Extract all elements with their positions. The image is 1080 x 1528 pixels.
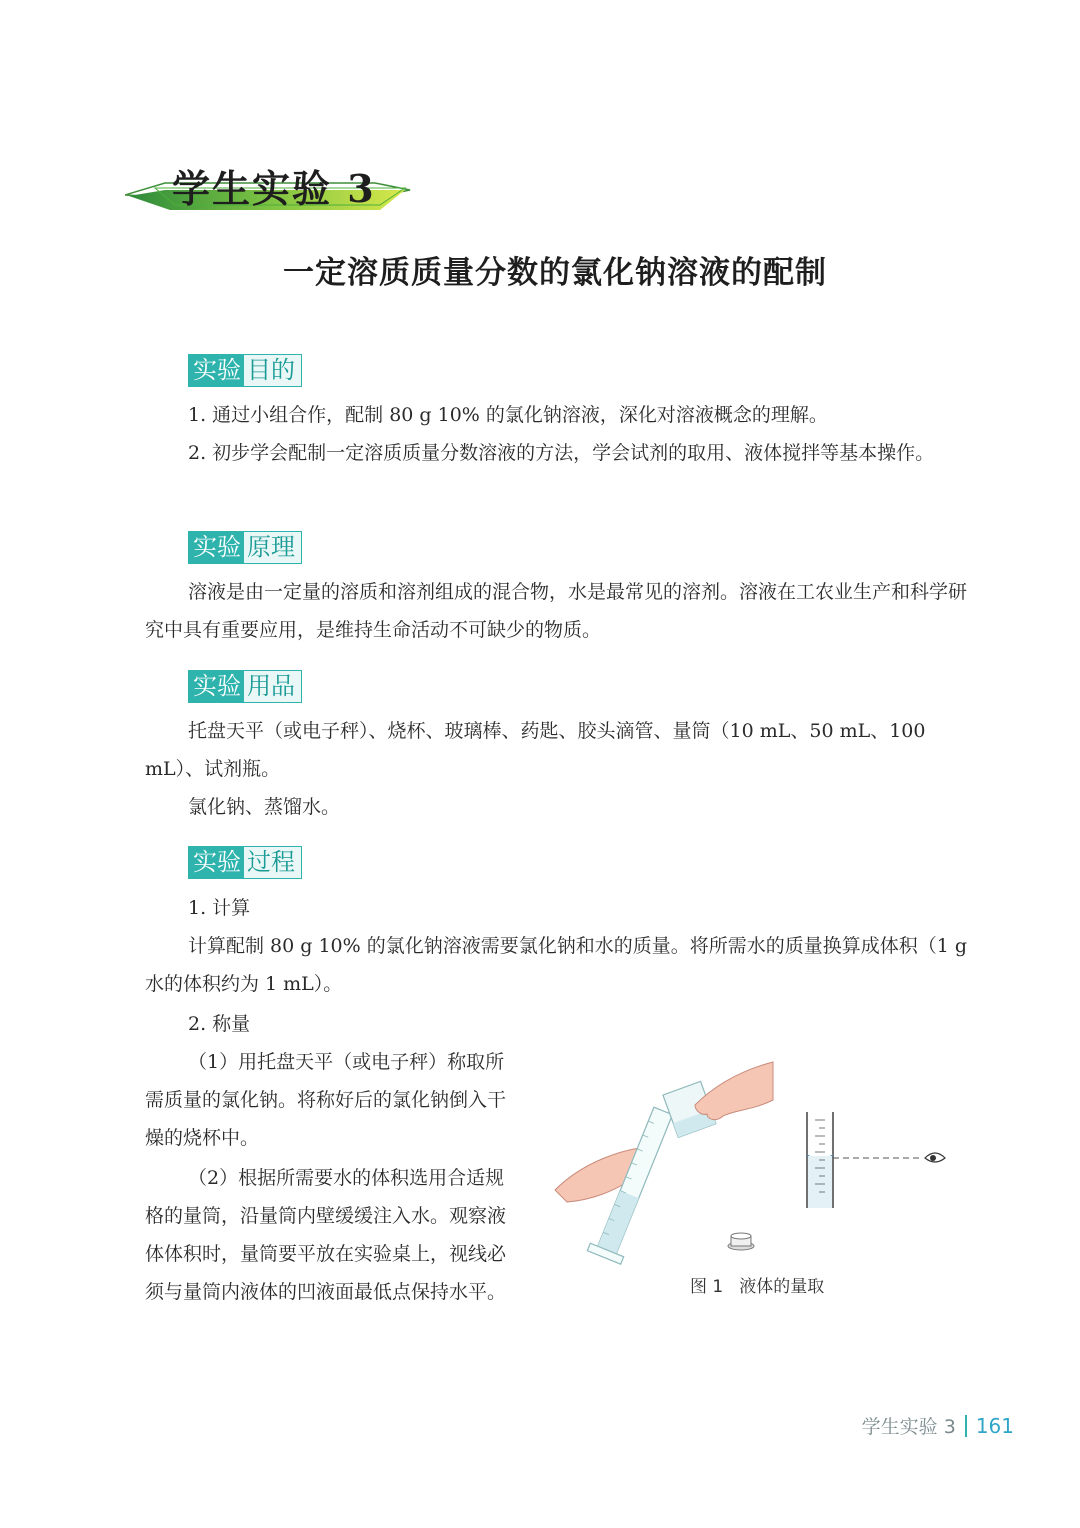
footer-divider xyxy=(965,1415,967,1437)
page-title: 一定溶质质量分数的氯化钠溶液的配制 xyxy=(283,255,827,291)
section-heading-purpose xyxy=(188,354,302,387)
section-heading-principle xyxy=(188,531,302,564)
section-heading-materials xyxy=(188,670,302,703)
step-1-text: 计算配制 80 g 10% 的氯化钠溶液需要氯化钠和水的质量。将所需水的质量换算成体积（1 g 水的体积约为 1 mL）。 xyxy=(145,935,968,995)
purpose-item-1: 1. 通过小组合作，配制 80 g 10% 的氯化钠溶液，深化对溶液概念的理解。 xyxy=(188,404,828,426)
materials-equipment: 托盘天平（或电子秤）、烧杯、玻璃棒、药匙、胶头滴管、量筒（10 mL、50 mL、100 mL）、试剂瓶。 xyxy=(145,720,926,780)
reagent-stopper xyxy=(728,1233,754,1250)
step-1-title: 1. 计算 xyxy=(188,897,251,919)
page-number: 161 xyxy=(975,1413,1014,1438)
heading-prefix: 实验 xyxy=(189,671,244,702)
heading-prefix: 实验 xyxy=(189,355,244,386)
section-heading-procedure xyxy=(188,846,302,879)
figure-caption xyxy=(690,1272,824,1297)
liquid-measuring-illustration xyxy=(545,1050,965,1290)
principle-text: 溶液是由一定量的溶质和溶剂组成的混合物，水是最常见的溶剂。溶液在工农业生产和科学研究中具有重要应用，是维持生命活动不可缺少的物质。 xyxy=(145,581,968,641)
heading-prefix: 实验 xyxy=(189,532,244,563)
figure-label: 图 1 xyxy=(690,1277,724,1297)
cylinder-scale-detail xyxy=(807,1112,833,1208)
chapter-title: 学生实验 3 xyxy=(172,166,376,211)
heading-suffix: 目的 xyxy=(244,355,301,386)
materials-reagents: 氯化钠、蒸馏水。 xyxy=(188,796,341,818)
eye-icon xyxy=(925,1153,945,1162)
figure-caption-text: 液体的量取 xyxy=(739,1277,825,1297)
heading-prefix: 实验 xyxy=(189,847,244,878)
page-footer xyxy=(862,1412,1014,1439)
purpose-item-2: 2. 初步学会配制一定溶质质量分数溶液的方法，学会试剂的取用、液体搅拌等基本操作。 xyxy=(188,442,935,464)
heading-suffix: 过程 xyxy=(244,847,301,878)
step-2-title: 2. 称量 xyxy=(188,1013,251,1035)
heading-suffix: 用品 xyxy=(244,671,301,702)
step-2-part-1: （1）用托盘天平（或电子秤）称取所需质量的氯化钠。将称好后的氯化钠倒入干燥的烧杯中。 xyxy=(145,1051,507,1149)
heading-suffix: 原理 xyxy=(244,532,301,563)
footer-section: 学生实验 3 xyxy=(861,1416,956,1438)
step-2-part-2: （2）根据所需要水的体积选用合适规格的量筒，沿量筒内壁缓缓注入水。观察液体体积时，量筒要平放在实验桌上，视线必须与量筒内液体的凹液面最低点保持水平。 xyxy=(145,1167,507,1303)
right-hand xyxy=(695,1062,773,1120)
